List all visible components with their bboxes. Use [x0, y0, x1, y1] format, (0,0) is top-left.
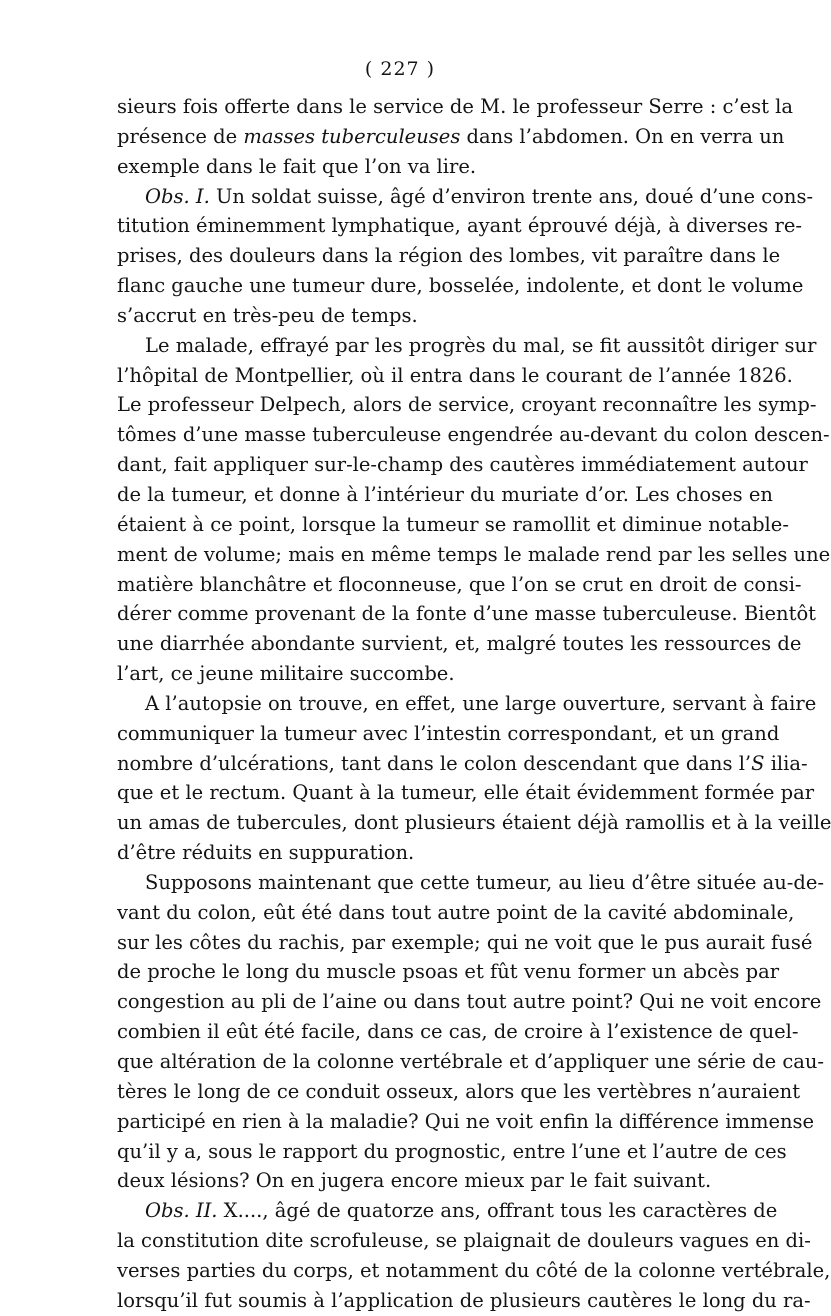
text-run: matière blanchâtre et floconneuse, que l’on se crut en droit de consi- [117, 572, 802, 596]
text-line [117, 1017, 799, 1047]
text-line [117, 1196, 778, 1226]
text-line [117, 749, 808, 779]
text-line [117, 1286, 811, 1316]
text-line [117, 390, 817, 420]
text-run: combien il eût été facile, dans ce cas, de croire à l’existence de quel- [117, 1020, 799, 1044]
text-line [117, 211, 802, 241]
text-line [117, 122, 785, 152]
text-run: Supposons maintenant que cette tumeur, au lieu d’être située au-de- [145, 870, 824, 894]
italic-run: Obs. I. [145, 184, 210, 208]
text-line [117, 808, 831, 838]
text-run: deux lésions? On en jugera encore mieux par le fait suivant. [117, 1169, 712, 1193]
text-line [117, 659, 677, 689]
text-run: verses parties du corps, et notamment du côté de la colonne vertébrale, [117, 1258, 831, 1282]
text-run: Le professeur Delpech, alors de service, croyant reconnaître les symp- [117, 393, 817, 417]
text-line [117, 1107, 815, 1137]
text-line [117, 510, 789, 540]
text-run: Un soldat suisse, âgé d’environ trente ans, doué d’une cons- [209, 184, 814, 208]
text-run: un amas de tubercules, dont plusieurs étaient déjà ramollis et à la veille [117, 811, 831, 835]
text-line [117, 719, 780, 749]
text-run: X...., âgé de quatorze ans, offrant tous les caractères de [217, 1199, 778, 1223]
text-run: sur les côtes du rachis, par exemple; qui ne voit que le pus aurait fusé [117, 930, 813, 954]
text-run: flanc gauche une tumeur dure, bosselée, indolente, et dont le volume [117, 274, 804, 298]
text-run: dérer comme provenant de la fonte d’une masse tuberculeuse. Bientôt [117, 602, 817, 626]
text-run: sieurs fois offerte dans le service de M. le professeur Serre : c’est la [117, 95, 794, 118]
paragraph [117, 689, 831, 868]
text-run: une diarrhée abondante survient, et, malgré toutes les ressources de [117, 632, 802, 656]
paragraph [117, 92, 794, 182]
paragraph [117, 182, 814, 331]
text-run: dant, fait appliquer sur-le-champ des cautères immédiatement autour [117, 453, 808, 477]
text-run: participé en rien à la maladie? Qui ne voit enfin la différence immense [117, 1109, 815, 1133]
text-run: Le malade, effrayé par les progrès du mal, se fit aussitôt diriger sur [145, 333, 817, 357]
text-line [117, 987, 822, 1017]
text-line [117, 778, 815, 808]
text-line [117, 570, 802, 600]
text-line [117, 241, 781, 271]
text-run: tômes d’une masse tuberculeuse engendrée au-devant du colon descen- [117, 423, 830, 447]
text-run: ment de volume; mais en même temps le malade rend par les selles une [117, 542, 831, 566]
text-line [117, 629, 802, 659]
italic-run: Obs. II. [145, 1199, 218, 1223]
italic-run: S [751, 751, 765, 775]
text-run: nombre d’ulcérations, tant dans le colon descendant que dans l’ [117, 751, 752, 775]
text-line [117, 689, 817, 719]
text-body [117, 92, 831, 1316]
text-line [117, 1137, 787, 1167]
text-run: prises, des douleurs dans la région des lombes, vit paraître dans le [117, 244, 781, 268]
text-line [117, 331, 817, 361]
text-line [117, 1047, 825, 1077]
text-line [117, 898, 795, 928]
text-run: A l’autopsie on trouve, en effet, une large ouverture, servant à faire [145, 691, 817, 715]
text-line [117, 838, 677, 868]
text-line [117, 420, 830, 450]
paragraph [117, 868, 825, 1196]
text-run: présence de [117, 124, 244, 148]
text-line [117, 599, 817, 629]
text-line [117, 152, 677, 182]
text-line [117, 450, 808, 480]
text-line [117, 361, 793, 391]
text-run: titution éminemment lymphatique, ayant éprouvé déjà, à diverses re- [117, 214, 802, 238]
italic-run: masses tuberculeuses [243, 124, 461, 148]
text-run: qu’il y a, sous le rapport du prognostic, entre l’une et l’autre de ces [117, 1139, 787, 1163]
text-line [117, 1226, 811, 1256]
page-number: ( 227 ) [364, 58, 436, 80]
text-run: l’hôpital de Montpellier, où il entra dans le courant de l’année 1826. [117, 363, 793, 387]
text-run: communiquer la tumeur avec l’intestin correspondant, et un grand [117, 721, 780, 745]
text-line [117, 1166, 712, 1196]
paragraph [117, 331, 831, 689]
text-run: lorsqu’il fut soumis à l’application de plusieurs cautères le long du ra- [117, 1288, 811, 1312]
text-run: tères le long de ce conduit osseux, alors que les vertèbres n’auraient [117, 1079, 801, 1103]
text-line [117, 868, 824, 898]
text-run: étaient à ce point, lorsque la tumeur se ramollit et diminue notable- [117, 512, 789, 536]
text-run: dans l’abdomen. On en verra un [460, 124, 785, 148]
text-line [117, 957, 780, 987]
text-line [117, 182, 814, 212]
text-line [117, 271, 804, 301]
text-line [117, 301, 677, 331]
text-line [117, 1256, 831, 1286]
text-run: de la tumeur, et donne à l’intérieur du muriate d’or. Les choses en [117, 482, 773, 506]
text-run: que altération de la colonne vertébrale et d’appliquer une série de cau- [117, 1050, 825, 1073]
text-run: s’accrut en très-peu de temps. [117, 303, 418, 327]
text-run: exemple dans le fait que l’on va lire. [117, 154, 477, 178]
text-run: de proche le long du muscle psoas et fût venu former un abcès par [117, 960, 780, 984]
text-run: ilia- [764, 751, 808, 775]
text-run: l’art, ce jeune militaire succombe. [117, 662, 455, 686]
text-run: d’être réduits en suppuration. [117, 841, 415, 865]
text-run: vant du colon, eût été dans tout autre point de la cavité abdominale, [117, 900, 795, 924]
text-line [117, 480, 773, 510]
text-line [117, 540, 831, 570]
text-run: congestion au pli de l’aine ou dans tout autre point? Qui ne voit encore [117, 990, 822, 1014]
text-line [117, 928, 813, 958]
text-run: la constitution dite scrofuleuse, se plaignait de douleurs vagues en di- [117, 1229, 811, 1253]
text-line [117, 92, 794, 122]
paragraph [117, 1196, 831, 1315]
text-line [117, 1077, 801, 1107]
text-run: que et le rectum. Quant à la tumeur, elle était évidemment formée par [117, 781, 815, 805]
